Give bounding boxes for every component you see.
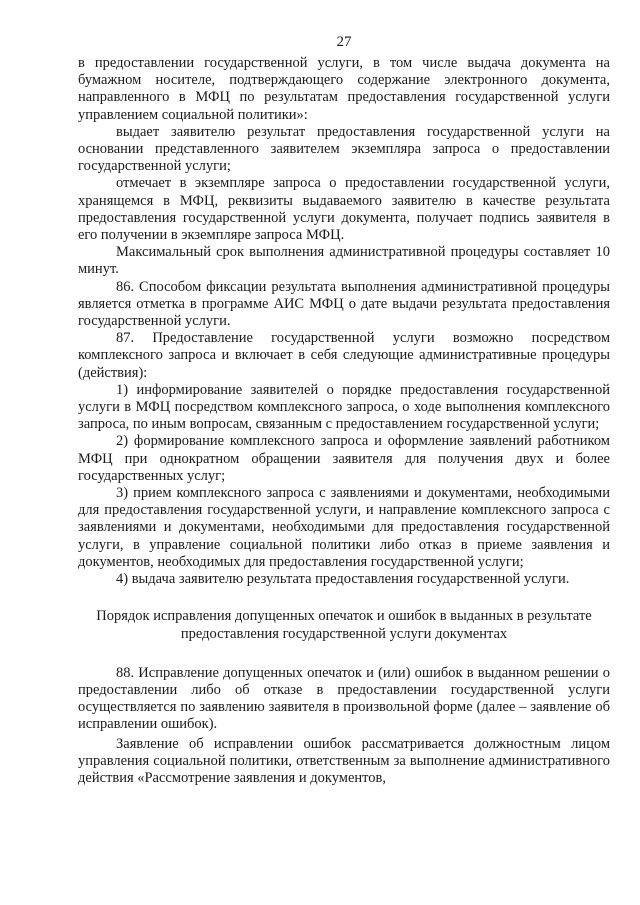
paragraph-issue-result: выдает заявителю результат предоставления государственной услуги на основании представленного заявителем экземпляра запроса о предоставлении государственной услуги; <box>78 123 610 175</box>
list-item-2: 2) формирование комплексного запроса и оформление заявлений работником МФЦ при однократном обращении заявителя для получения двух и более государственных услуг; <box>78 433 610 484</box>
section-heading: Порядок исправления допущенных опечаток и ошибок в выданных в результате предоставления государственной услуги документах <box>96 608 592 642</box>
paragraph-max-duration: Максимальный срок выполнения административной процедуры составляет 10 минут. <box>78 244 610 278</box>
paragraph-88: 88. Исправление допущенных опечаток и (или) ошибок в выданном решении о предоставлении либо об отказе в предоставлении государственной услуги осуществляется по заявлению заявителя в произвольной форме (далее – заявление об исправлении ошибок). <box>78 664 610 733</box>
paragraph-error-review: Заявление об исправлении ошибок рассматривается должностным лицом управления социальной политики, ответственным за выполнение административного действия «Рассмотрение заявления и документов, <box>78 735 610 786</box>
list-item-4: 4) выдача заявителю результата предоставления государственной услуги. <box>116 571 570 588</box>
paragraph-86: 86. Способом фиксации результата выполнения административной процедуры является отметка в программе АИС МФЦ о дате выдачи результата предоставления государственной услуги. <box>78 278 610 330</box>
paragraph-87: 87. Предоставление государственной услуги возможно посредством комплексного запроса и включает в себя следующие административные процедуры (действия): <box>78 330 610 381</box>
paragraph-mark-request: отмечает в экземпляре запроса о предоставлении государственной услуги, хранящемся в МФЦ, реквизиты выдаваемого заявителю в качестве результата предоставления государственной услуги документа, получает подпись заявителя в его получении в экземпляре запроса МФЦ. <box>78 175 610 244</box>
list-item-1: 1) информирование заявителей о порядке предоставления государственной услуги в МФЦ посредством комплексного запроса, о ходе выполнения комплексного запроса, по иным вопросам, связанным с предоставлением государственной услуги; <box>78 381 610 433</box>
page-number: 27 <box>336 34 352 50</box>
paragraph-continuation: в предоставлении государственной услуги, в том числе выдача документа на бумажном носителе, подтверждающего содержание электронного документа, направленного в МФЦ по результатам предоставления государственной услуги управлением социальной политики»: <box>78 55 610 123</box>
list-item-3: 3) прием комплексного запроса с заявлениями и документами, необходимыми для предоставления государственной услуги, и направление комплексного запроса с заявлениями и документами, необходимыми для предоставления государственной услуги, в управление социальной политики либо отказ в приеме заявления и документов, необходимых для предоставления государственной услуги; <box>78 485 610 570</box>
